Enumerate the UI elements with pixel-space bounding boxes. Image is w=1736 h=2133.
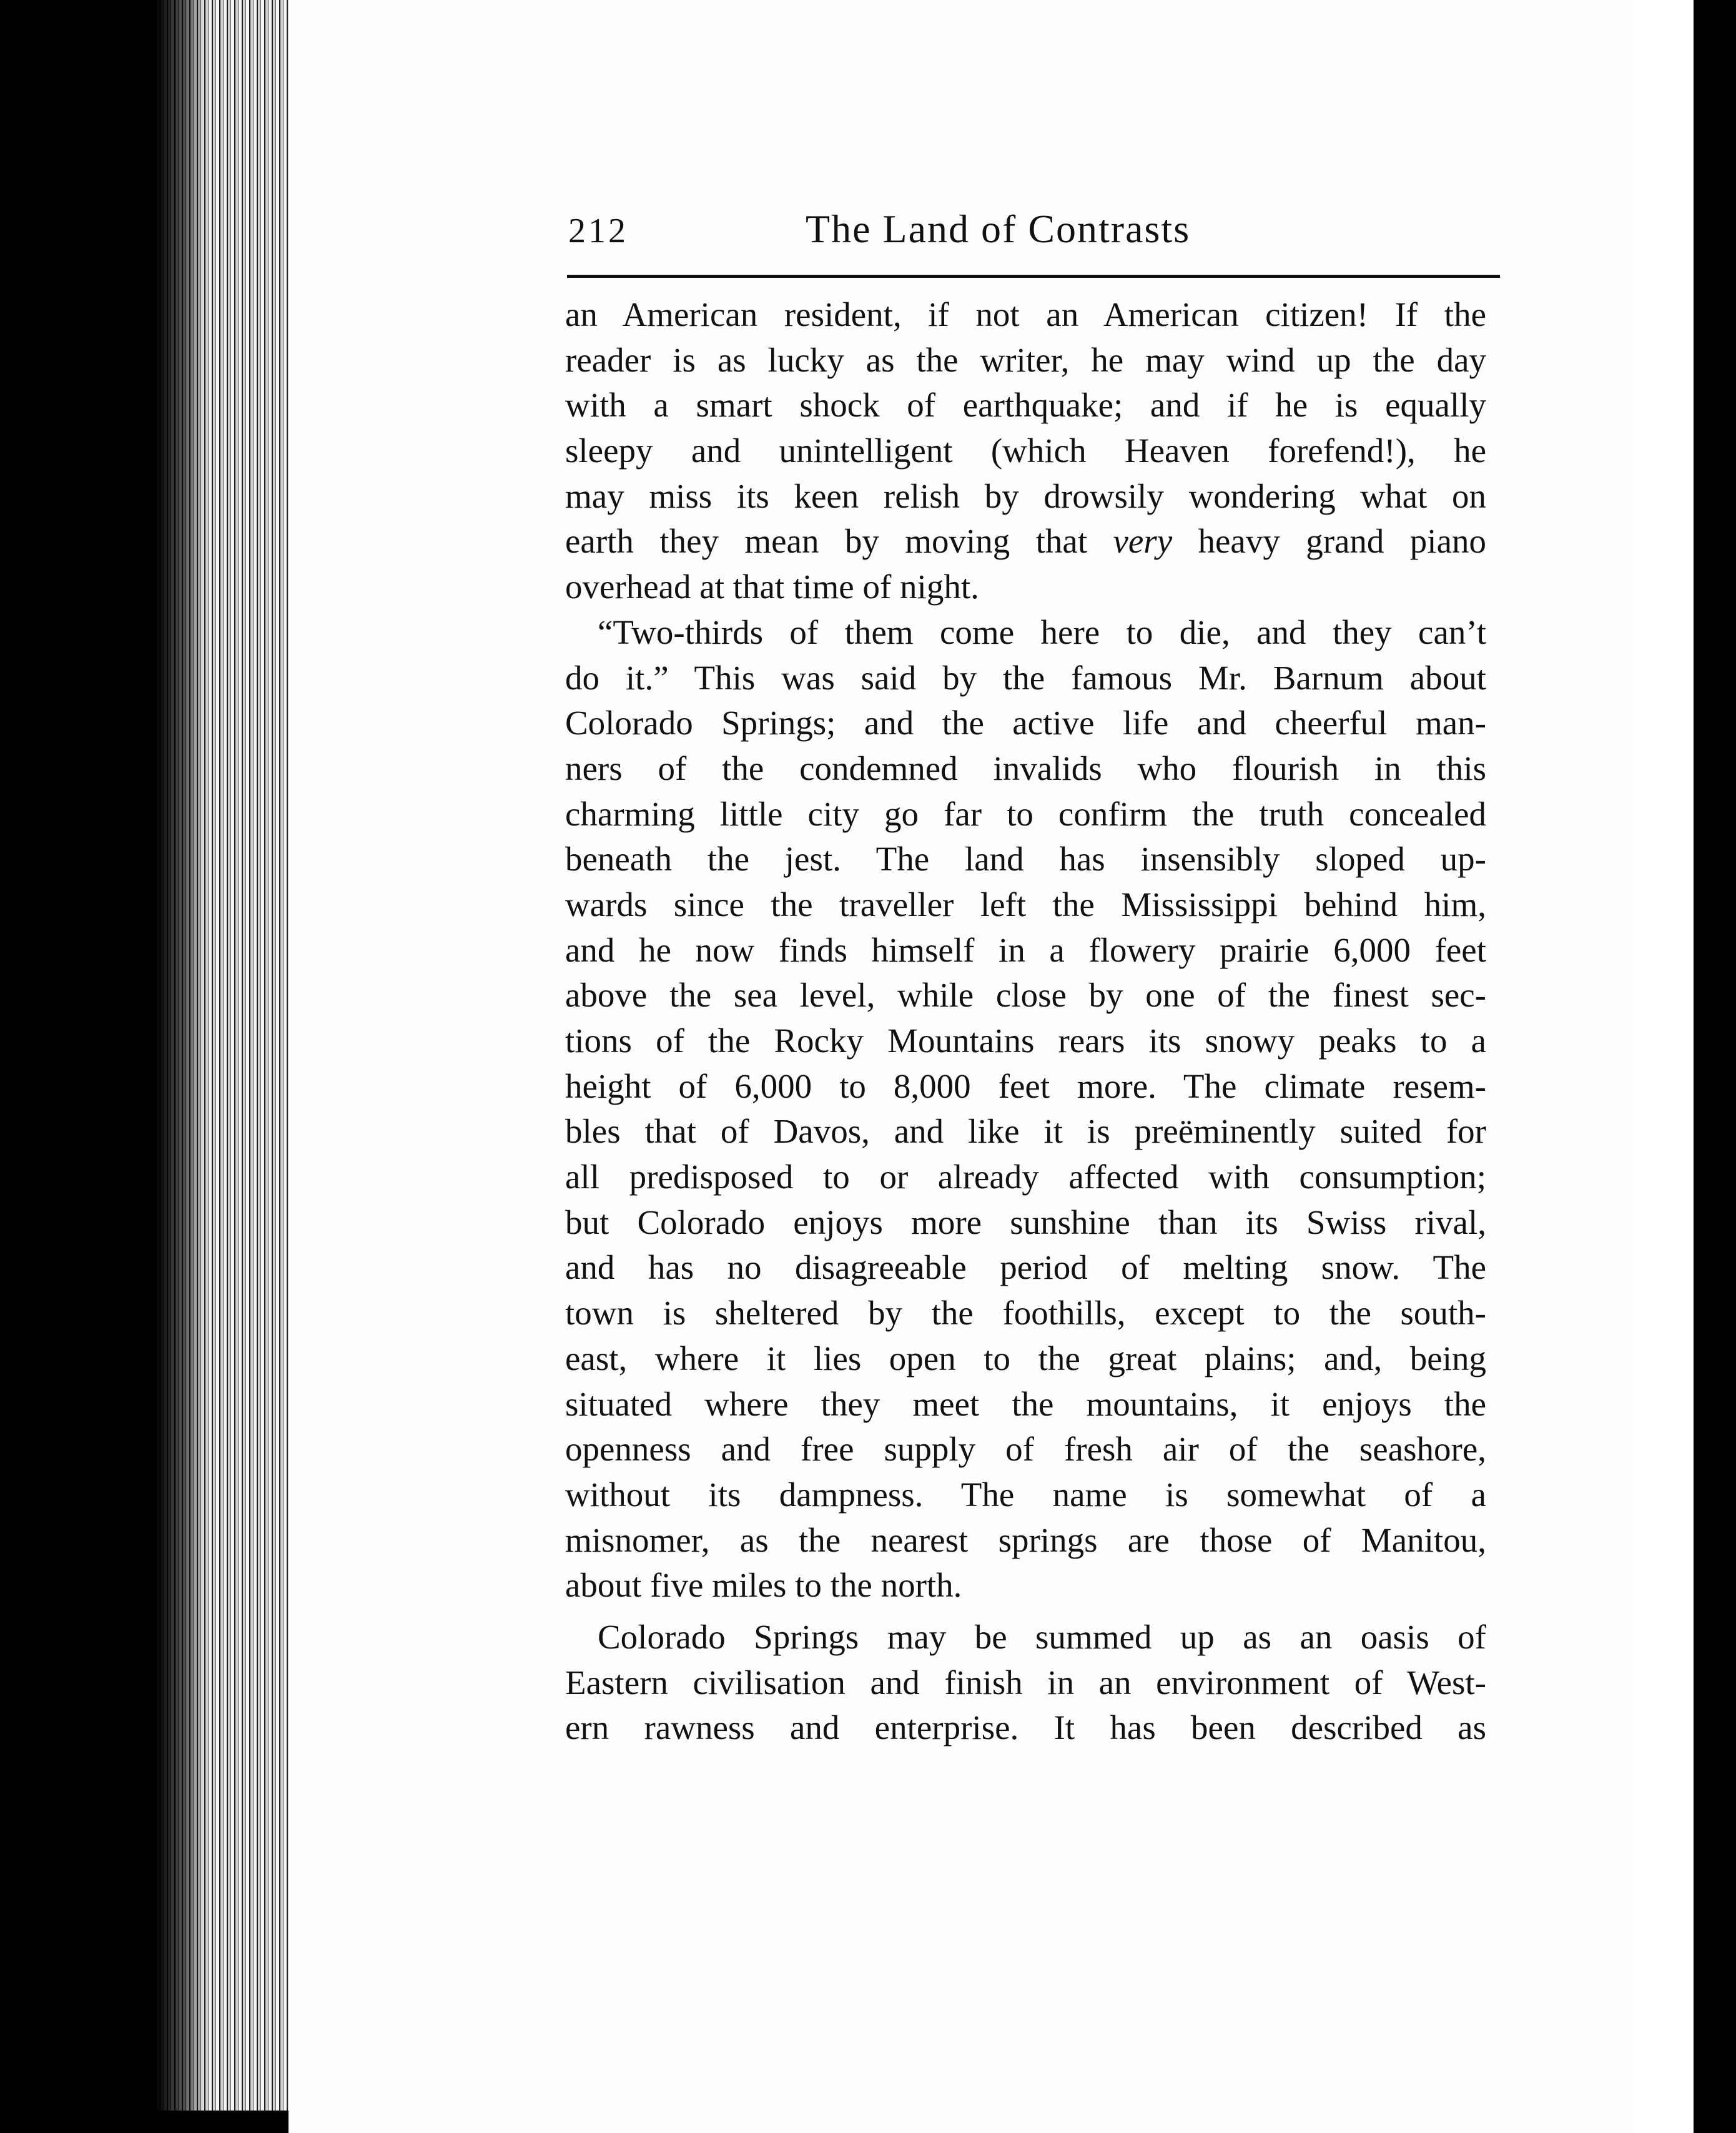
paragraph bbox=[565, 1615, 1486, 1751]
text-line: ners of the condemned invalids who flourish in this bbox=[565, 749, 1486, 787]
text-line: wards since the traveller left the Mississippi behind him, bbox=[565, 885, 1486, 924]
text-line: overhead at that time of night. bbox=[565, 568, 979, 606]
text-line: town is sheltered by the foothills, except to the south- bbox=[565, 1294, 1486, 1333]
header-rule bbox=[567, 275, 1500, 278]
text-line: beneath the jest. The land has insensibly sloped up- bbox=[565, 840, 1486, 879]
text-line: but Colorado enjoys more sunshine than its Swiss rival, bbox=[565, 1203, 1486, 1241]
text-line: Colorado Springs may be summed up as an oasis of bbox=[598, 1617, 1486, 1656]
text-line: tions of the Rocky Mountains rears its snowy peaks to a bbox=[565, 1022, 1486, 1060]
text-line: Colorado Springs; and the active life and cheerful man- bbox=[565, 704, 1486, 742]
text-line: bles that of Davos, and like it is preëminently suited for bbox=[565, 1112, 1486, 1151]
page-number: 212 bbox=[568, 212, 628, 250]
text-line: sleepy and unintelligent (which Heaven forefend!), he bbox=[565, 431, 1486, 470]
running-head: The Land of Contrasts bbox=[806, 207, 1191, 251]
text-line: Eastern civilisation and finish in an environment of West- bbox=[565, 1663, 1486, 1702]
text-line: situated where they meet the mountains, it enjoys the bbox=[565, 1384, 1486, 1423]
paragraph bbox=[565, 610, 1486, 1608]
text-line: height of 6,000 to 8,000 feet more. The climate resem- bbox=[565, 1066, 1486, 1105]
text-line: all predisposed to or already affected with consumption; bbox=[565, 1158, 1486, 1196]
text-line: about five miles to the north. bbox=[565, 1566, 962, 1605]
text-line: ern rawness and enterprise. It has been described as bbox=[565, 1708, 1486, 1747]
text-line: and he now finds himself in a flowery prairie 6,000 feet bbox=[565, 930, 1486, 969]
facing-page-margin bbox=[1634, 0, 1694, 2133]
scan-border bbox=[1694, 0, 1736, 2133]
text-line: “Two-thirds of them come here to die, and they can’t bbox=[598, 613, 1486, 651]
text-line: earth they mean by moving that very heavy grand piano bbox=[565, 522, 1486, 561]
body-text bbox=[565, 292, 1486, 1751]
text-line: reader is as lucky as the writer, he may wind up the day bbox=[565, 340, 1486, 379]
text-line: an American resident, if not an American citizen! If the bbox=[565, 295, 1486, 333]
text-line: with a smart shock of earthquake; and if he is equally bbox=[565, 386, 1486, 425]
emphasized-word: very bbox=[1113, 522, 1173, 561]
text-line: do it.” This was said by the famous Mr. Barnum about bbox=[565, 658, 1486, 697]
text-line: misnomer, as the nearest springs are those of Manitou, bbox=[565, 1520, 1486, 1559]
text-line: charming little city go far to confirm the truth concealed bbox=[565, 794, 1486, 833]
text-line: east, where it lies open to the great plains; and, being bbox=[565, 1339, 1486, 1377]
text-line: without its dampness. The name is somewhat of a bbox=[565, 1475, 1486, 1514]
book-gutter-shadow bbox=[156, 0, 206, 2111]
text-line: above the sea level, while close by one of the finest sec- bbox=[565, 976, 1486, 1015]
text-line: may miss its keen relish by drowsily wondering what on bbox=[565, 476, 1486, 515]
text-line: and has no disagreeable period of melting snow. The bbox=[565, 1248, 1486, 1287]
paragraph bbox=[565, 292, 1486, 610]
page-header bbox=[568, 206, 1499, 262]
text-line: openness and free supply of fresh air of the seashore, bbox=[565, 1430, 1486, 1469]
